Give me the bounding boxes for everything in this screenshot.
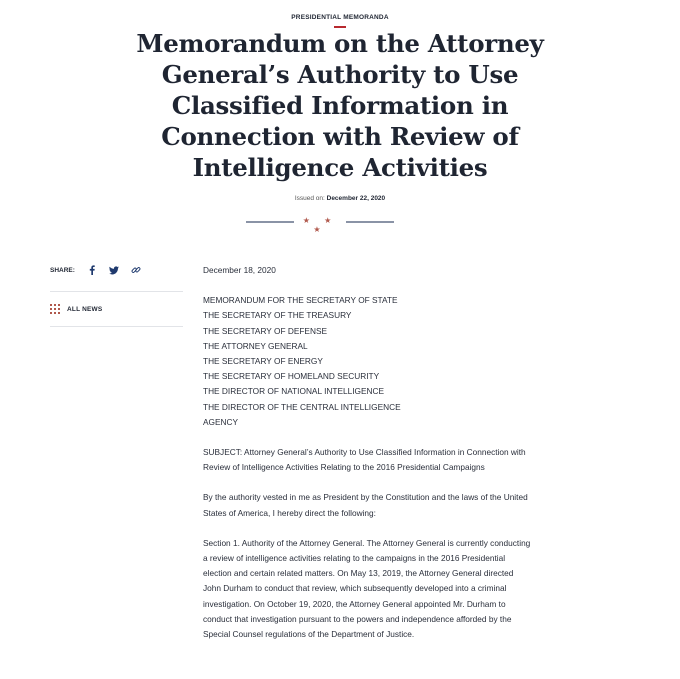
twitter-icon[interactable] [109, 265, 119, 275]
recipient-line: THE SECRETARY OF HOMELAND SECURITY [203, 371, 380, 382]
recipient-line: THE ATTORNEY GENERAL [203, 340, 308, 351]
recipient-line: AGENCY [203, 416, 239, 427]
recipient-line: MEMORANDUM FOR THE SECRETARY OF STATE [203, 295, 398, 306]
divider-line-left [246, 221, 294, 223]
share-row [50, 262, 183, 278]
sidebar-divider-bottom [50, 326, 183, 327]
all-news-link[interactable] [50, 292, 183, 326]
issued-date [0, 195, 680, 202]
section-divider [246, 216, 394, 234]
share-label: SHARE: [50, 266, 75, 274]
divider-stars: ★ ★ ★ [302, 216, 338, 234]
recipients-list [203, 293, 533, 430]
divider-line-right [346, 221, 394, 223]
recipient-line: THE DIRECTOR OF NATIONAL INTELLIGENCE [203, 386, 385, 397]
recipient-line: THE SECRETARY OF DEFENSE [203, 325, 328, 336]
memo-date: December 18, 2020 [203, 265, 276, 275]
article-body [203, 263, 533, 657]
grid-icon [50, 304, 60, 314]
page-title: Memorandum on the Attorney General’s Authority to Use Classified Information in Connection with Review of Intelligence Activities [136, 29, 544, 182]
issued-date-value: December 22, 2020 [326, 195, 386, 202]
category-link[interactable]: PRESIDENTIAL MEMORANDA [291, 14, 389, 21]
recipient-line: THE SECRETARY OF ENERGY [203, 356, 323, 367]
sidebar [50, 262, 183, 327]
link-icon[interactable] [131, 265, 141, 275]
facebook-icon[interactable] [87, 265, 97, 275]
authority-paragraph: By the authority vested in me as President by the Constitution and the laws of the United States of America, I hereby direct the following: [203, 492, 528, 518]
category-eyebrow [0, 6, 680, 28]
all-news-label: ALL NEWS [67, 305, 103, 313]
subject-paragraph: SUBJECT: Attorney General’s Authority to Use Classified Information in Connection with Review of Intelligence Activities Relating to the 2016 Presidential Campaigns [203, 447, 526, 473]
recipient-line: THE DIRECTOR OF THE CENTRAL INTELLIGENCE [203, 401, 401, 412]
issued-label: Issued on: [294, 195, 325, 202]
section-1-paragraph: Section 1. Authority of the Attorney General. The Attorney General is currently conducting a review of intelligence activities relating to the campaigns in the 2016 Presidential election and certain related matters. On May 13, 2019, the Attorney General directed John Durham to conduct that review, which subsequently developed into a criminal investigation. On October 19, 2020, the Attorney General appointed Mr. Durham to conduct that investigation pursuant to the powers and independence afforded by the Special Counsel regulations of the Department of Justice. [203, 537, 531, 640]
recipient-line: THE SECRETARY OF THE TREASURY [203, 310, 352, 321]
